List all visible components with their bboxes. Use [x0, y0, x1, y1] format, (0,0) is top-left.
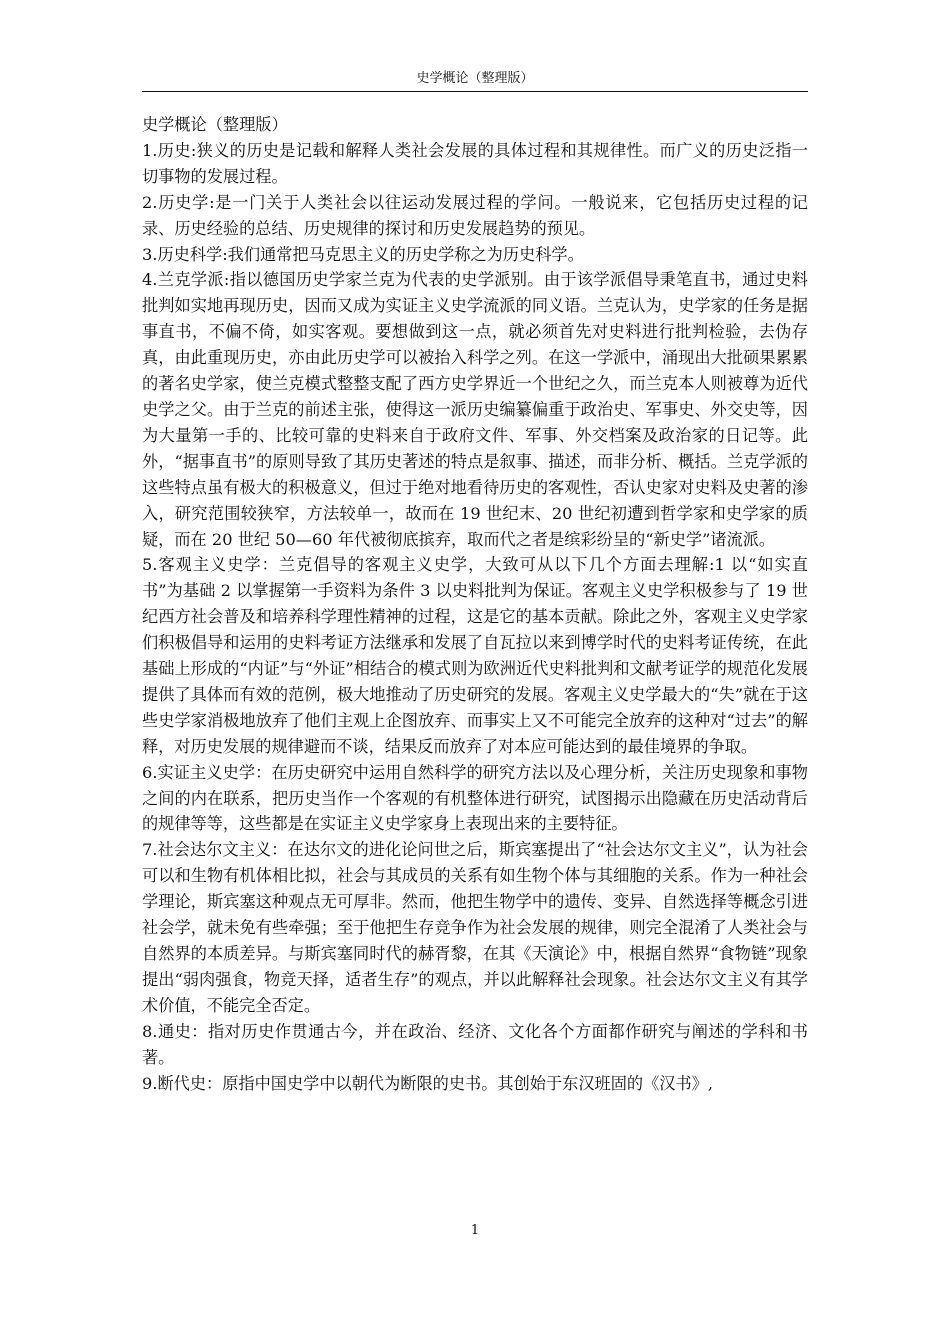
- header-rule: [142, 91, 808, 92]
- paragraph-objectivist-history: 5.客观主义史学：兰克倡导的客观主义史学，大致可从以下几个方面去理解:1 以“如实直书”为基础 2 以掌握第一手资料为条件 3 以史料批判为保证。客观主义史学积极参与了 19 世纪西方社会普及和培养科学理性精神的过程，这是它的基本贡献。除此之外，客观主义史学家们积极倡导和运用的史料考证方法继承和发展了自瓦拉以来到博学时代的史料考证传统，在此基础上形成的“内证”与“外证”相结合的模式则为欧洲近代史料批判和文献考证学的规范化发展提供了具体而有效的范例，极大地推动了历史研究的发展。客观主义史学最大的“失”就在于这些史学家消极地放弃了他们主观上企图放弃、而事实上又不可能完全放弃的这种对“过去”的解释，对历史发展的规律避而不谈，结果反而放弃了对本应可能达到的最佳境界的争取。: [142, 555, 808, 756]
- running-header: 史学概论（整理版）: [416, 71, 534, 86]
- paragraph-historical-science: 3.历史科学:我们通常把马克思主义的历史学称之为历史科学。: [142, 244, 584, 264]
- page-number: 1: [470, 1223, 480, 1238]
- paragraph-historiography: 2.历史学:是一门关于人类社会以往运动发展过程的学问。一般说来，它包括历史过程的记录、历史经验的总结、历史规律的探讨和历史发展趋势的预见。: [142, 192, 808, 238]
- paragraph-history: 1.历史:狭义的历史是记载和解释人类社会发展的具体过程和其规律性。而广义的历史泛指一切事物的发展过程。: [142, 140, 808, 186]
- paragraph-social-darwinism: 7.社会达尔文主义：在达尔文的进化论问世之后，斯宾塞提出了“社会达尔文主义”，认为社会可以和生物有机体相比拟，社会与其成员的关系有如生物个体与其细胞的关系。作为一种社会学理论，斯宾塞这种观点无可厚非。然而，他把生物学中的遗传、变异、自然选择等概念引进社会学，就未免有些牵强；至于他把生存竞争作为社会发展的规律，则完全混淆了人类社会与自然界的本质差异。与斯宾塞同时代的赫胥黎，在其《天演论》中，根据自然界“食物链”现象提出“弱肉强食，物竞天择，适者生存”的观点，并以此解释社会现象。社会达尔文主义有其学术价值，不能完全否定。: [142, 840, 808, 1015]
- paragraph-dynastic-history: 9.断代史：原指中国史学中以朝代为断限的史书。其创始于东汉班固的《汉书》,: [142, 1073, 713, 1093]
- paragraph-general-history: 8.通史：指对历史作贯通古今，并在政治、经济、文化各个方面都作研究与阐述的学科和书著。: [142, 1021, 808, 1067]
- paragraph-ranke-school: 4.兰克学派:指以德国历史学家兰克为代表的史学派别。由于该学派倡导秉笔直书，通过史料批判如实地再现历史，因而又成为实证主义史学流派的同义语。兰克认为，史学家的任务是据事直书，不偏不倚，如实客观。要想做到这一点，就必须首先对史料进行批判检验，去伪存真，由此重现历史，亦由此历史学可以被抬入科学之列。在这一学派中，涌现出大批硕果累累的著名史学家，使兰克模式整整支配了西方史学界近一个世纪之久，而兰克本人则被尊为近代史学之父。由于兰克的前述主张，使得这一派历史编纂偏重于政治史、军事史、外交史等，因为大量第一手的、比较可靠的史料来自于政府文件、军事、外交档案及政治家的日记等。此外，“据事直书”的原则导致了其历史著述的特点是叙事、描述，而非分析、概括。兰克学派的这些特点虽有极大的积极意义，但过于绝对地看待历史的客观性，否认史家对史料及史著的渗入，研究范围较狭窄，方法较单一，故而在 19 世纪末、20 世纪初遭到哲学家和史学家的质疑，而在 20 世纪 50—60 年代被彻底摈弃，取而代之者是缤彩纷呈的“新史学”诸流派。: [142, 270, 808, 549]
- paragraph-positivist-history: 6.实证主义史学：在历史研究中运用自然科学的研究方法以及心理分析，关注历史现象和事物之间的内在联系，把历史当作一个客观的有机整体进行研究，试图揭示出隐藏在历史活动背后的规律等等，这些都是在实证主义史学家身上表现出来的主要特征。: [142, 762, 808, 834]
- document-title: 史学概论（整理版）: [142, 115, 288, 134]
- document-body: [142, 112, 808, 1096]
